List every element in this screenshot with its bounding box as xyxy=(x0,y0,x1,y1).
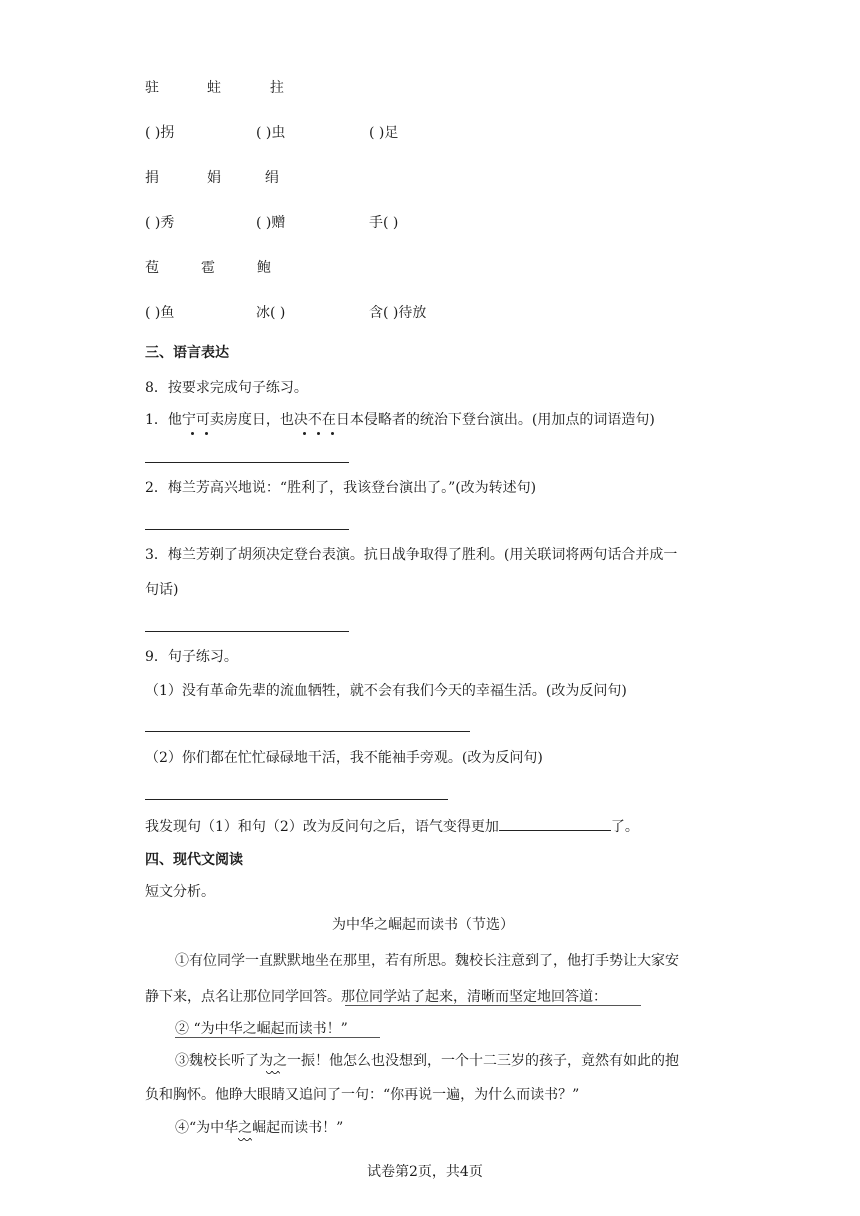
char-row-3-b: 娟 xyxy=(207,170,221,186)
wavy-underline-mark xyxy=(266,1071,280,1075)
char-row-6-a: ( )鱼 xyxy=(145,305,175,321)
answer-line-8-2[interactable] xyxy=(145,529,349,530)
question-9-part-3-after: 了。 xyxy=(610,819,639,835)
char-row-5-b: 雹 xyxy=(201,260,215,276)
page-footer: 试卷第2页，共4页 xyxy=(367,1164,483,1180)
fill-in-blank[interactable] xyxy=(499,816,611,831)
char-row-6-c: 含( )待放 xyxy=(369,305,427,321)
reading-title: 为中华之崛起而读书（节选） xyxy=(332,917,514,933)
emphasis-dot xyxy=(191,432,194,435)
question-8-sentence-3-line-1: 3．梅兰芳剃了胡须决定登台表演。抗日战争取得了胜利。(用关联词将两句话合并成一 xyxy=(145,547,678,563)
question-8-sentence-2: 2．梅兰芳高兴地说：“胜利了，我该登台演出了。”(改为转述句) xyxy=(145,480,537,496)
answer-line-9-2[interactable] xyxy=(145,799,448,800)
question-9-title: 9．句子练习。 xyxy=(145,649,238,665)
reading-para-4: ④“为中华之崛起而读书！” xyxy=(175,1120,344,1136)
char-row-5-c: 鲍 xyxy=(257,260,271,276)
question-9-part-3 xyxy=(145,816,639,837)
char-row-2-c: ( )足 xyxy=(369,125,399,141)
reading-para-3-line-2: 负和胸怀。他睁大眼睛又追问了一句：“你再说一遍，为什么而读书？” xyxy=(145,1087,580,1103)
wavy-underline-mark xyxy=(238,1138,252,1142)
char-row-2-b: ( )虫 xyxy=(256,125,286,141)
reading-intro: 短文分析。 xyxy=(145,884,215,900)
question-9-part-2: （2）你们都在忙忙碌碌地干活，我不能袖手旁观。(改为反问句) xyxy=(145,750,543,766)
emphasis-dot xyxy=(317,432,320,435)
question-8-title: 8．按要求完成句子练习。 xyxy=(145,380,308,396)
char-row-4-b: ( )赠 xyxy=(256,215,286,231)
char-row-3-a: 捐 xyxy=(145,170,159,186)
question-8-sentence-1: 1．他宁可卖房度日，也决不在日本侵略者的统治下登台演出。(用加点的词语造句) xyxy=(145,412,655,428)
char-row-1-c: 拄 xyxy=(270,80,284,96)
char-row-4-c: 手( ) xyxy=(369,215,399,231)
question-9-part-3-before: 我发现句（1）和句（2）改为反问句之后，语气变得更加 xyxy=(145,819,499,835)
char-row-4-a: ( )秀 xyxy=(145,215,175,231)
char-row-5-a: 苞 xyxy=(145,260,159,276)
reading-para-1-line-2: 静下来，点名让那位同学回答。那位同学站了起来，清晰而坚定地回答道： xyxy=(145,989,607,1005)
char-row-6-b: 冰( ) xyxy=(256,305,286,321)
answer-line-8-3[interactable] xyxy=(145,631,349,632)
reading-para-2: ② “为中华之崛起而读书！” xyxy=(175,1021,348,1037)
reading-para-3-line-1: ③魏校长听了为之一振！他怎么也没想到，一个十二三岁的孩子，竟然有如此的抱 xyxy=(175,1053,679,1069)
section-4-heading: 四、现代文阅读 xyxy=(145,852,243,868)
char-row-2-a: ( )拐 xyxy=(145,125,175,141)
char-row-1-a: 驻 xyxy=(145,80,159,96)
emphasis-dot xyxy=(331,432,334,435)
emphasis-dot xyxy=(205,432,208,435)
answer-line-9-1[interactable] xyxy=(145,731,470,732)
underline-mark xyxy=(345,1005,641,1006)
question-8-sentence-3-line-2: 句话) xyxy=(145,582,179,598)
question-9-part-1: （1）没有革命先辈的流血牺牲，就不会有我们今天的幸福生活。(改为反问句) xyxy=(145,683,627,699)
answer-line-8-1[interactable] xyxy=(145,462,349,463)
underline-mark xyxy=(175,1037,380,1038)
char-row-3-c: 绢 xyxy=(265,170,279,186)
char-row-1-b: 蛀 xyxy=(207,80,221,96)
emphasis-dot xyxy=(303,432,306,435)
section-3-heading: 三、语言表达 xyxy=(145,345,229,361)
reading-para-1-line-1: ①有位同学一直默默地坐在那里，若有所思。魏校长注意到了，他打手势让大家安 xyxy=(175,953,679,969)
